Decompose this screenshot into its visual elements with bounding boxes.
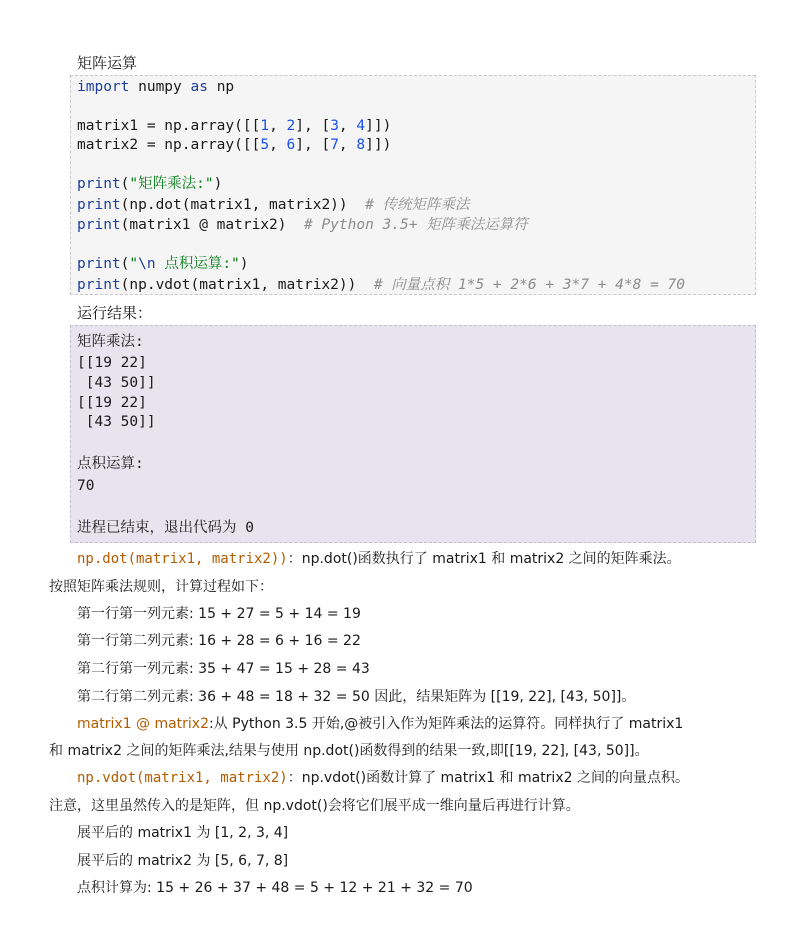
code-text: ,	[269, 118, 287, 134]
inline-code: np.vdot(matrix1, matrix2)	[77, 770, 288, 786]
inline-code: matrix1 @ matrix2	[77, 716, 209, 732]
explain-paragraph-3	[77, 768, 689, 788]
code-comment: # 向量点积 1*5 + 2*6 + 3*7 + 4*8 = 70	[373, 277, 685, 293]
code-line-5	[77, 195, 470, 215]
paragraph-text: :从 Python 3.5 开始,@被引入作为矩阵乘法的运算符。同样执行了 matrix1	[209, 716, 684, 732]
code-line-3	[77, 135, 391, 155]
dot-product-row: 点积计算为: 15 + 26 + 37 + 48 = 5 + 12 + 21 + 32 = 70	[77, 880, 473, 896]
number: 8	[356, 137, 366, 153]
number: 3	[330, 118, 339, 134]
code-text: np	[207, 79, 235, 95]
flatten-row: 展平后的 matrix2 为 [5, 6, 7, 8]	[77, 853, 289, 869]
code-line-8	[77, 275, 685, 295]
builtin-function: print	[77, 176, 121, 192]
code-line-2	[77, 116, 391, 136]
paragraph-text: ：np.vdot()函数计算了 matrix1 和 matrix2 之间的向量点积。	[287, 770, 689, 786]
run-result-label: 运行结果：	[77, 304, 153, 322]
code-text: (	[120, 176, 130, 192]
number: 5	[260, 137, 270, 153]
output-line: [43 50]]	[77, 414, 156, 430]
calc-row: 第二行第一列元素: 35 + 47 = 15 + 28 = 43	[77, 661, 370, 677]
code-text: )	[239, 256, 249, 272]
paragraph-text: 和 matrix2 之间的矩阵乘法,结果与使用 np.dot()函数得到的结果一致,即[[19, 22], [43, 50]]。	[49, 743, 649, 759]
code-text: ,	[338, 118, 357, 134]
paragraph-text: ：np.dot()函数执行了 matrix1 和 matrix2 之间的矩阵乘法。	[287, 551, 681, 567]
output-line: 点积运算:	[77, 456, 144, 472]
escape-sequence: \n	[138, 256, 156, 272]
code-text: ], [	[295, 118, 331, 134]
string-literal: "	[129, 256, 139, 272]
code-comment: # Python 3.5+ 矩阵乘法运算符	[303, 217, 528, 233]
output-block	[70, 325, 756, 543]
builtin-function: print	[77, 197, 121, 213]
number: 7	[330, 137, 339, 153]
number: 6	[286, 137, 296, 153]
code-text: (	[120, 256, 130, 272]
string-literal: "矩阵乘法:"	[129, 176, 214, 192]
code-line-6	[77, 215, 528, 235]
paragraph-text: 注意，这里虽然传入的是矩阵，但 np.vdot()会将它们展平成一维向量后再进行计算。	[49, 798, 580, 814]
code-text: (matrix1 @ matrix2)	[120, 217, 304, 233]
builtin-function: print	[77, 277, 121, 293]
output-line: [[19 22]	[77, 355, 147, 371]
output-line: [[19 22]	[77, 395, 147, 411]
section-title: 矩阵运算	[77, 54, 138, 72]
explain-paragraph-1	[77, 549, 681, 569]
keyword: as	[190, 79, 208, 95]
code-text: (np.vdot(matrix1, matrix2))	[120, 277, 374, 293]
code-text: matrix2 = np.array([[	[77, 137, 261, 153]
code-text: ]])	[365, 118, 392, 134]
output-line: 70	[77, 478, 95, 494]
code-text: matrix1 = np.array([[	[77, 118, 261, 134]
flatten-row: 展平后的 matrix1 为 [1, 2, 3, 4]	[77, 825, 289, 841]
code-text: ]])	[365, 137, 392, 153]
keyword: import	[77, 79, 130, 95]
output-line: 进程已结束，退出代码为 0	[77, 520, 254, 536]
code-text: ,	[269, 137, 287, 153]
code-text: )	[213, 176, 223, 192]
explain-paragraph-2	[77, 714, 683, 734]
number: 4	[356, 118, 366, 134]
builtin-function: print	[77, 256, 121, 272]
code-comment: # 传统矩阵乘法	[365, 197, 470, 213]
builtin-function: print	[77, 217, 121, 233]
output-line: 矩阵乘法:	[77, 334, 144, 350]
code-line-4	[77, 174, 222, 194]
code-text: numpy	[129, 79, 191, 95]
calc-row: 第二行第二列元素: 36 + 48 = 18 + 32 = 50 因此，结果矩阵为 [[19, 22], [43, 50]]。	[77, 689, 636, 705]
calc-row: 第一行第二列元素: 16 + 28 = 6 + 16 = 22	[77, 633, 361, 649]
number: 1	[260, 118, 270, 134]
number: 2	[286, 118, 296, 134]
paragraph-text: 按照矩阵乘法规则，计算过程如下：	[49, 579, 273, 595]
code-line-7	[77, 254, 249, 274]
code-text: (np.dot(matrix1, matrix2))	[120, 197, 366, 213]
code-text: ,	[338, 137, 357, 153]
code-line-1	[77, 77, 234, 97]
calc-row: 第一行第一列元素: 15 + 27 = 5 + 14 = 19	[77, 606, 361, 622]
string-literal: 点积运算:"	[155, 256, 240, 272]
code-text: ], [	[295, 137, 331, 153]
output-line: [43 50]]	[77, 375, 156, 391]
inline-code: np.dot(matrix1, matrix2))	[77, 551, 288, 567]
